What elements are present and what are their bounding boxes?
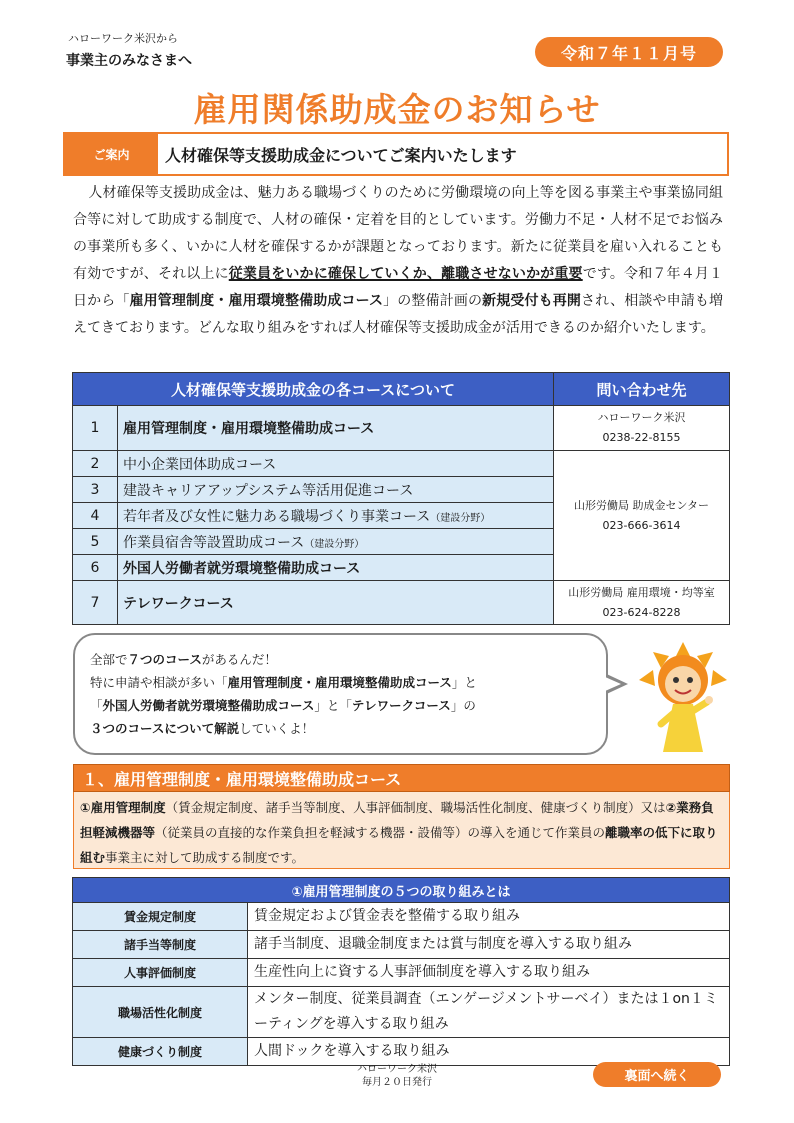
effort-description: 諸手当制度、退職金制度または賞与制度を導入する取り組み xyxy=(248,931,730,959)
effort-description: メンター制度、従業員調査（エンゲージメントサーベイ）または１on１ミーティングを導入する取り組み xyxy=(248,987,730,1038)
effort-label: 賃金規定制度 xyxy=(73,903,248,931)
intro-heading: 人材確保等支援助成金についてご案内いたします xyxy=(165,145,517,165)
contact-tel: 0238-22-8155 xyxy=(602,431,681,444)
course-number: 3 xyxy=(73,477,118,503)
speech-bubble-tail-inner xyxy=(596,673,621,695)
course-name: 若年者及び女性に魅力ある職場づくり事業コース（建設分野） xyxy=(118,503,554,529)
course-name: 建設キャリアアップシステム等活用促進コース xyxy=(118,477,554,503)
sender-line: ハローワーク米沢から xyxy=(68,32,178,45)
effort-table-header: ①雇用管理制度の５つの取り組みとは xyxy=(73,878,730,903)
intro-tag: ご案内 xyxy=(65,134,158,174)
contact-org: ハローワーク米沢 xyxy=(597,411,686,424)
contact-tel: 023-624-8228 xyxy=(602,605,681,619)
course-name: 雇用管理制度・雇用環境整備助成コース xyxy=(118,406,554,451)
course-note: （建設分野） xyxy=(430,512,491,524)
emphasis-underline: 従業員をいかに確保していくか、離職させないかが重要 xyxy=(228,266,583,282)
contact-org: 山形労働局 雇用環境・均等室 xyxy=(568,585,715,599)
effort-label: 健康づくり制度 xyxy=(73,1038,248,1066)
effort-label: 諸手当等制度 xyxy=(73,931,248,959)
contact-cell xyxy=(554,451,730,581)
course-name: テレワークコース xyxy=(118,581,554,625)
contact-org: 山形労働局 助成金センター xyxy=(573,498,710,512)
section-heading: １、雇用管理制度・雇用環境整備助成コース xyxy=(73,764,730,792)
course-name: 作業員宿舎等設置助成コース（建設分野） xyxy=(118,529,554,555)
course-number: 7 xyxy=(73,581,118,625)
course-number: 2 xyxy=(73,451,118,477)
contact-cell xyxy=(554,581,730,625)
effort-description: 人間ドックを導入する取り組み xyxy=(248,1038,730,1066)
bubble-line: 特に申請や相談が多い「雇用管理制度・雇用環境整備助成コース」と xyxy=(90,675,477,690)
speech-bubble xyxy=(73,633,608,755)
footer-office: ハローワーク米沢 xyxy=(357,1064,437,1075)
page-title: 雇用関係助成金のお知らせ xyxy=(193,90,601,129)
intro-paragraph: 人材確保等支援助成金は、魅力ある職場づくりのために労働環境の向上等を図る事業主や事業協同組合等に対して助成する制度で、人材の確保・定着を目的としています。労働力不足・人材不足でお悩みの事業所も多く、いかに人材を確保するかが課題となっております。新たに従業員を雇い入れることも有効ですが、それ以上に従業員をいかに確保していくか、離職させないかが重要です。令和７年４月１日から「雇用管理制度・雇用環境整備助成コース」の整備計画の新規受付も再開され、相談や申請も増えてきております。どんな取り組みをすれば人材確保等支援助成金が活用できるのか紹介いたします。 xyxy=(73,185,724,336)
mascot-illustration xyxy=(633,640,733,760)
course-table xyxy=(72,372,730,625)
bubble-line: 全部で７つのコースがあるんだ！ xyxy=(90,652,277,667)
course-number: 1 xyxy=(73,406,118,451)
effort-label: 職場活性化制度 xyxy=(73,987,248,1038)
contact-cell xyxy=(554,406,730,451)
continue-badge: 裏面へ続く xyxy=(593,1062,721,1087)
bubble-line: ３つのコースについて解説していくよ！ xyxy=(90,721,315,736)
course-number: 4 xyxy=(73,503,118,529)
course-number: 5 xyxy=(73,529,118,555)
emphasis-course: 雇用管理制度・雇用環境整備助成コース xyxy=(129,293,384,309)
bubble-line: 「外国人労働者就労環境整備助成コース」と「テレワークコース」の xyxy=(90,698,476,713)
effort-description: 生産性向上に資する人事評価制度を導入する取り組み xyxy=(248,959,730,987)
course-note: （建設分野） xyxy=(304,538,365,550)
contact-tel: 023-666-3614 xyxy=(602,518,681,532)
course-name: 中小企業団体助成コース xyxy=(118,451,554,477)
intro-banner xyxy=(63,132,729,176)
effort-label: 人事評価制度 xyxy=(73,959,248,987)
contact-header: 問い合わせ先 xyxy=(554,373,730,406)
recipient-line: 事業主のみなさまへ xyxy=(66,53,192,69)
effort-table xyxy=(72,877,730,1066)
section-description: ①雇用管理制度（賃金規定制度、諸手当等制度、人事評価制度、職場活性化制度、健康づくり制度）又は②業務負担軽減機器等（従業員の直接的な作業負担を軽減する機器・設備等）の導入を通じて作業員の離職率の低下に取り組む事業主に対して助成する制度です。 xyxy=(73,792,730,869)
emphasis-reopen: 新規受付も再開 xyxy=(482,293,582,309)
effort-description: 賃金規定および賃金表を整備する取り組み xyxy=(248,903,730,931)
course-number: 6 xyxy=(73,555,118,581)
footer-schedule: 毎月２０日発行 xyxy=(362,1077,432,1088)
course-table-header: 人材確保等支援助成金の各コースについて xyxy=(73,373,554,406)
course-name: 外国人労働者就労環境整備助成コース xyxy=(118,555,554,581)
issue-badge: 令和７年１１月号 xyxy=(535,37,723,67)
